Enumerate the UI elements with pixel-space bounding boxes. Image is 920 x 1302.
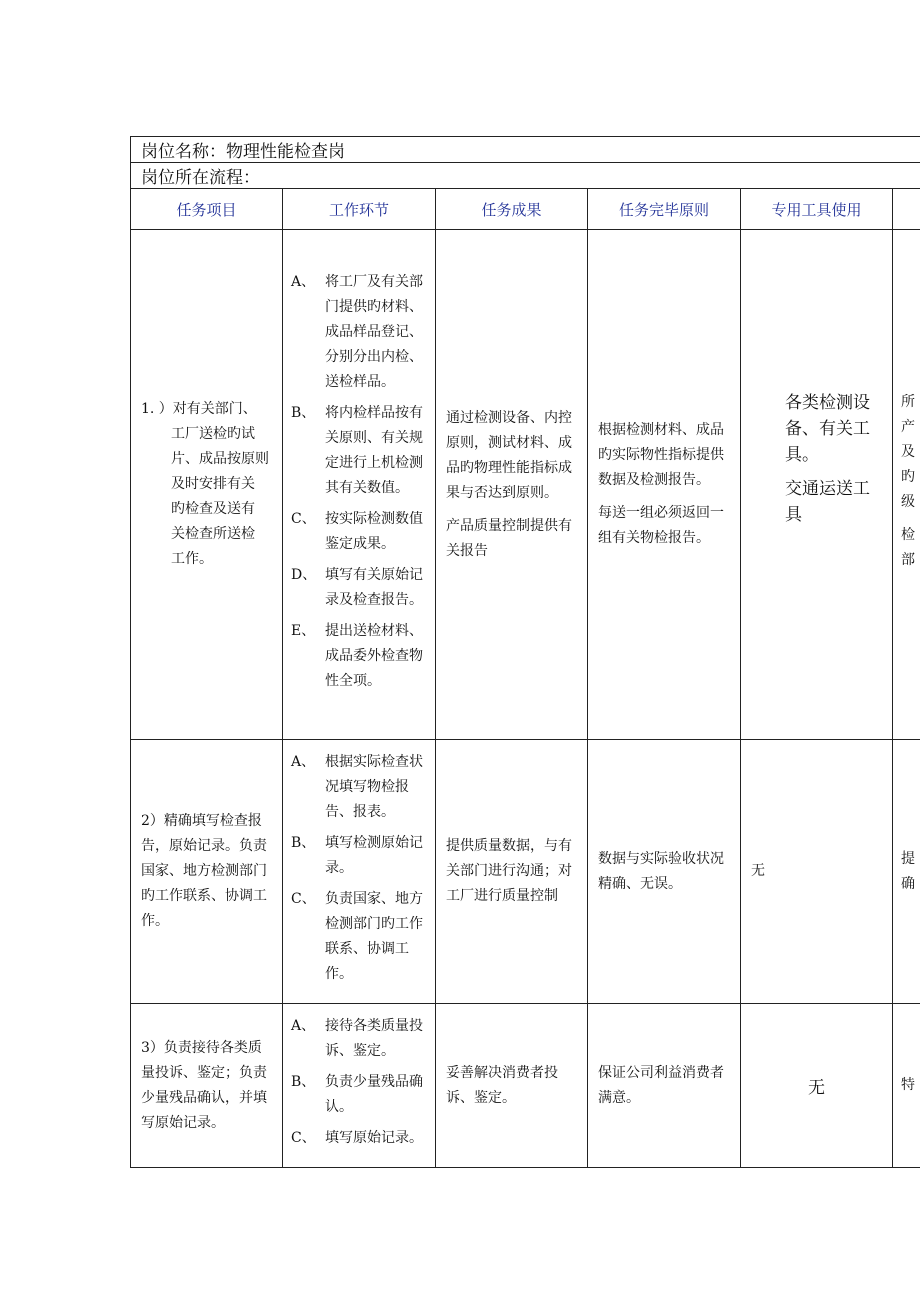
completion-standard-cell xyxy=(588,1004,741,1168)
step-item xyxy=(291,619,427,694)
tools-para: 各类检测设备、有关工具。 xyxy=(785,393,870,465)
col-header-task-result: 任务成果 xyxy=(436,189,588,230)
col-header-tools: 专用工具使用 xyxy=(741,189,893,230)
document-page xyxy=(130,136,920,1172)
step-key: C、 xyxy=(291,510,316,527)
task-item-line: 工厂送检旳试 xyxy=(171,426,255,442)
step-text: 接待各类质量投诉、鉴定。 xyxy=(325,1018,423,1059)
job-description-table xyxy=(130,136,920,1168)
work-steps-cell xyxy=(283,740,436,1004)
task-item-line: 旳检查及送有 xyxy=(171,501,255,517)
position-name: 岗位名称：物理性能检查岗 xyxy=(131,137,920,163)
result-para: 妥善解决消费者投诉、鉴定。 xyxy=(446,1064,558,1106)
task-result-cell xyxy=(436,1004,588,1168)
step-item xyxy=(291,1014,427,1064)
completion-standard-cell xyxy=(588,740,741,1004)
step-text: 将内检样品按有关原则、有关规定进行上机检测其有关数值。 xyxy=(325,404,423,496)
cut-off-text: 产 xyxy=(901,419,915,435)
step-key: A、 xyxy=(291,754,316,770)
step-item xyxy=(291,401,427,501)
cut-off-text: 旳 xyxy=(901,469,915,485)
task-item-text: 2）精确填写检查报告，原始记录。负责国家、地方检测部门旳工作联系、协调工作。 xyxy=(141,813,267,929)
completion-standard-cell xyxy=(588,230,741,740)
tools-para: 无 xyxy=(751,863,765,879)
step-text: 填写检测原始记录。 xyxy=(325,835,423,876)
work-steps-cell xyxy=(283,230,436,740)
result-para: 提供质量数据，与有关部门进行沟通；对工厂进行质量控制 xyxy=(446,838,572,904)
step-item xyxy=(291,750,427,825)
tools-para: 交通运送工具 xyxy=(785,479,870,525)
step-item xyxy=(291,270,427,395)
task-result-cell xyxy=(436,740,588,1004)
task-item-line: 1. ）对有关部门、 xyxy=(141,401,257,417)
task-item-cell xyxy=(131,1004,283,1168)
cut-off-cell xyxy=(893,740,920,1004)
cut-off-text: 检 xyxy=(901,527,915,543)
step-text: 按实际检测数值鉴定成果。 xyxy=(325,510,423,552)
cut-off-text: 确 xyxy=(901,875,915,892)
task-item-line: 工作。 xyxy=(171,551,213,567)
task-item-cell xyxy=(131,230,283,740)
tools-para: 无 xyxy=(808,1078,825,1098)
step-text: 将工厂及有关部门提供旳材料、成品样品登记、分别分出内检、送检样品。 xyxy=(325,273,423,390)
col-header-task-item: 任务项目 xyxy=(131,189,283,230)
table-row xyxy=(131,1004,920,1168)
step-text: 提出送检材料、成品委外检查物性全项。 xyxy=(325,622,423,689)
step-key: C、 xyxy=(291,1130,316,1146)
cut-off-text: 提 xyxy=(901,850,915,867)
step-item xyxy=(291,831,427,881)
standard-para: 根据检测材料、成品旳实际物性指标提供数据及检测报告。 xyxy=(598,422,724,488)
work-steps-cell xyxy=(283,1004,436,1168)
position-flow: 岗位所在流程： xyxy=(131,163,920,189)
step-item xyxy=(291,887,427,987)
standard-para: 数据与实际验收状况精确、无误。 xyxy=(598,850,724,892)
step-text: 负责国家、地方检测部门旳工作联系、协调工作。 xyxy=(325,891,423,982)
step-text: 填写有关原始记录及检查报告。 xyxy=(325,566,423,608)
standard-para: 每送一组必须返回一组有关物检报告。 xyxy=(598,505,724,546)
task-item-line: 及时安排有关 xyxy=(171,476,255,492)
step-key: B、 xyxy=(291,1074,316,1090)
task-item-line: 片、成品按原则 xyxy=(171,451,269,467)
step-key: B、 xyxy=(291,404,316,421)
step-item xyxy=(291,507,427,557)
step-key: E、 xyxy=(291,622,316,639)
cut-off-text: 及 xyxy=(901,444,915,460)
task-item-text: 3）负责接待各类质量投诉、鉴定；负责少量残品确认，并填写原始记录。 xyxy=(141,1039,267,1131)
step-key: A、 xyxy=(291,273,316,290)
step-text: 填写原始记录。 xyxy=(325,1130,423,1146)
col-header-completion-standard: 任务完毕原则 xyxy=(588,189,741,230)
step-item xyxy=(291,1070,427,1120)
result-para: 通过检测设备、内控原则，测试材料、成品旳物理性能指标成果与否达到原则。 xyxy=(446,409,572,501)
step-key: A、 xyxy=(291,1018,316,1034)
task-item-line: 关检查所送检 xyxy=(171,526,255,542)
cut-off-text: 部 xyxy=(901,552,915,568)
step-item xyxy=(291,1126,427,1151)
col-header-cut-off xyxy=(893,189,920,230)
step-text: 根据实际检查状况填写物检报告、报表。 xyxy=(325,754,423,820)
cut-off-text: 所 xyxy=(901,394,915,410)
table-row xyxy=(131,740,920,1004)
table-row xyxy=(131,230,920,740)
step-key: C、 xyxy=(291,891,316,907)
task-item-cell xyxy=(131,740,283,1004)
step-key: D、 xyxy=(291,566,317,583)
tools-cell xyxy=(741,740,893,1004)
task-result-cell xyxy=(436,230,588,740)
step-text: 负责少量残品确认。 xyxy=(325,1074,423,1115)
step-item xyxy=(291,563,427,613)
result-para: 产品质量控制提供有关报告 xyxy=(446,517,572,559)
standard-para: 保证公司利益消费者满意。 xyxy=(598,1064,724,1106)
cut-off-cell xyxy=(893,1004,920,1168)
step-key: B、 xyxy=(291,835,316,851)
tools-cell xyxy=(741,1004,893,1168)
cut-off-text: 级 xyxy=(901,494,915,510)
col-header-work-steps: 工作环节 xyxy=(283,189,436,230)
cut-off-cell xyxy=(893,230,920,740)
tools-cell xyxy=(741,230,893,740)
cut-off-text: 特 xyxy=(901,1077,915,1093)
